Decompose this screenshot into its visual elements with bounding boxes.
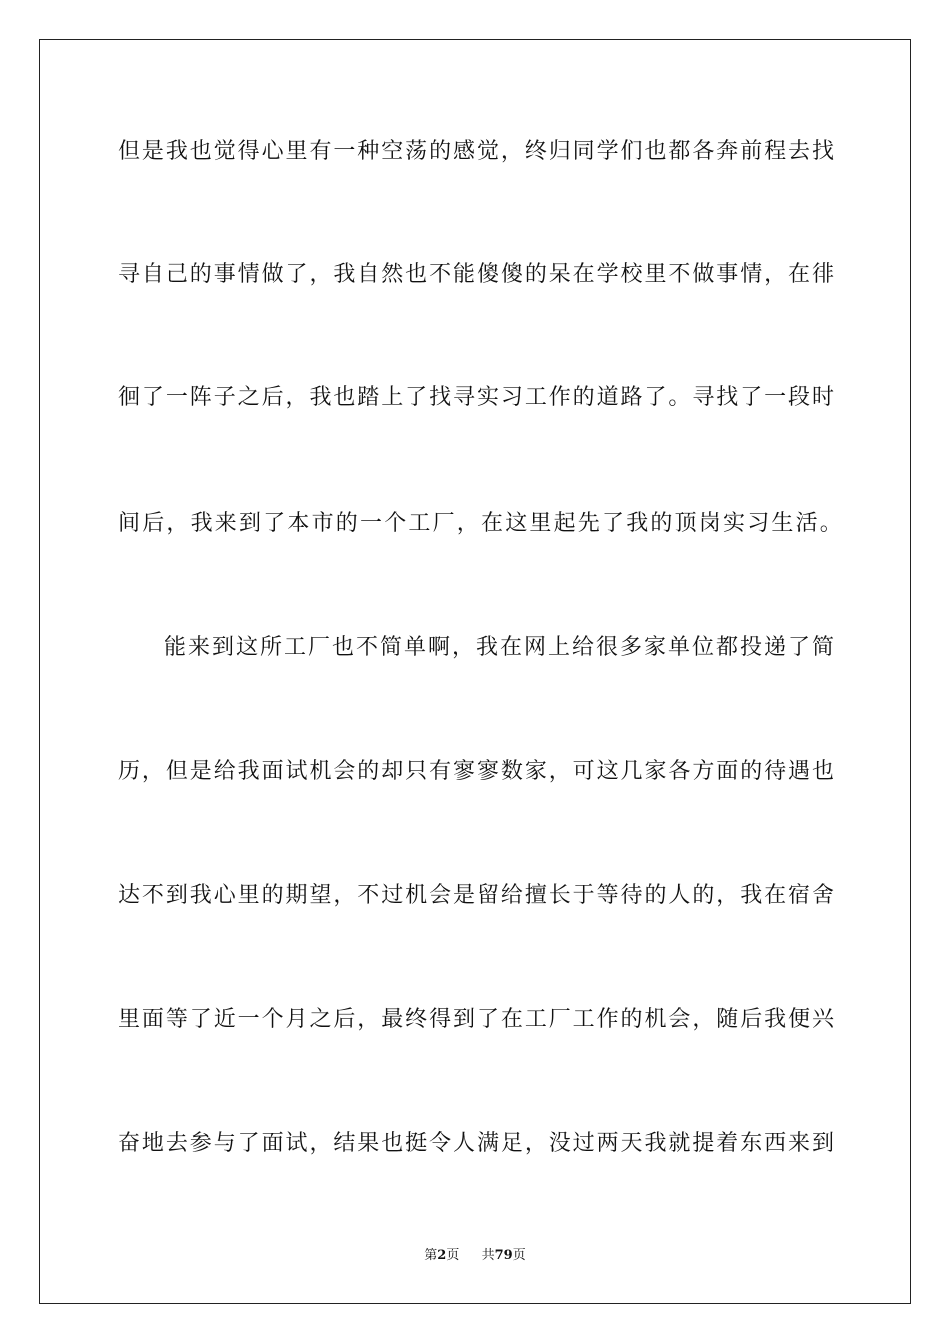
text-line: 达不到我心里的期望，不过机会是留给擅长于等待的人的，我在宿舍: [118, 883, 834, 908]
total-prefix: 共: [481, 1248, 495, 1263]
text-line: 奋地去参与了面试，结果也挺令人满足，没过两天我就提着东西来到: [118, 1131, 834, 1156]
text-line: 里面等了近一个月之后，最终得到了在工厂工作的机会，随后我便兴: [118, 1007, 834, 1032]
page-suffix: 页: [446, 1248, 460, 1263]
total-suffix: 页: [512, 1248, 526, 1263]
text-line: 历，但是给我面试机会的却只有寥寥数家，可这几家各方面的待遇也: [118, 759, 834, 784]
current-page-number: 2: [437, 1248, 447, 1263]
text-line: 但是我也觉得心里有一种空荡的感觉，终归同学们也都各奔前程去找: [118, 139, 834, 164]
page-number-label: [424, 1247, 459, 1265]
text-line: 寻自己的事情做了，我自然也不能傻傻的呆在学校里不做事情，在徘: [118, 262, 834, 287]
total-pages-label: [482, 1247, 526, 1265]
page-prefix: 第: [424, 1248, 438, 1263]
text-line: 间后，我来到了本市的一个工厂，在这里起先了我的顶岗实习生活。: [118, 511, 845, 536]
page-border: [39, 39, 911, 1304]
total-pages-number: 79: [494, 1248, 513, 1263]
text-line: 徊了一阵子之后，我也踏上了找寻实习工作的道路了。寻找了一段时: [118, 385, 834, 410]
page-footer: [0, 1247, 950, 1265]
paragraph-first-line: 能来到这所工厂也不简单啊，我在网上给很多家单位都投递了简: [164, 635, 834, 660]
